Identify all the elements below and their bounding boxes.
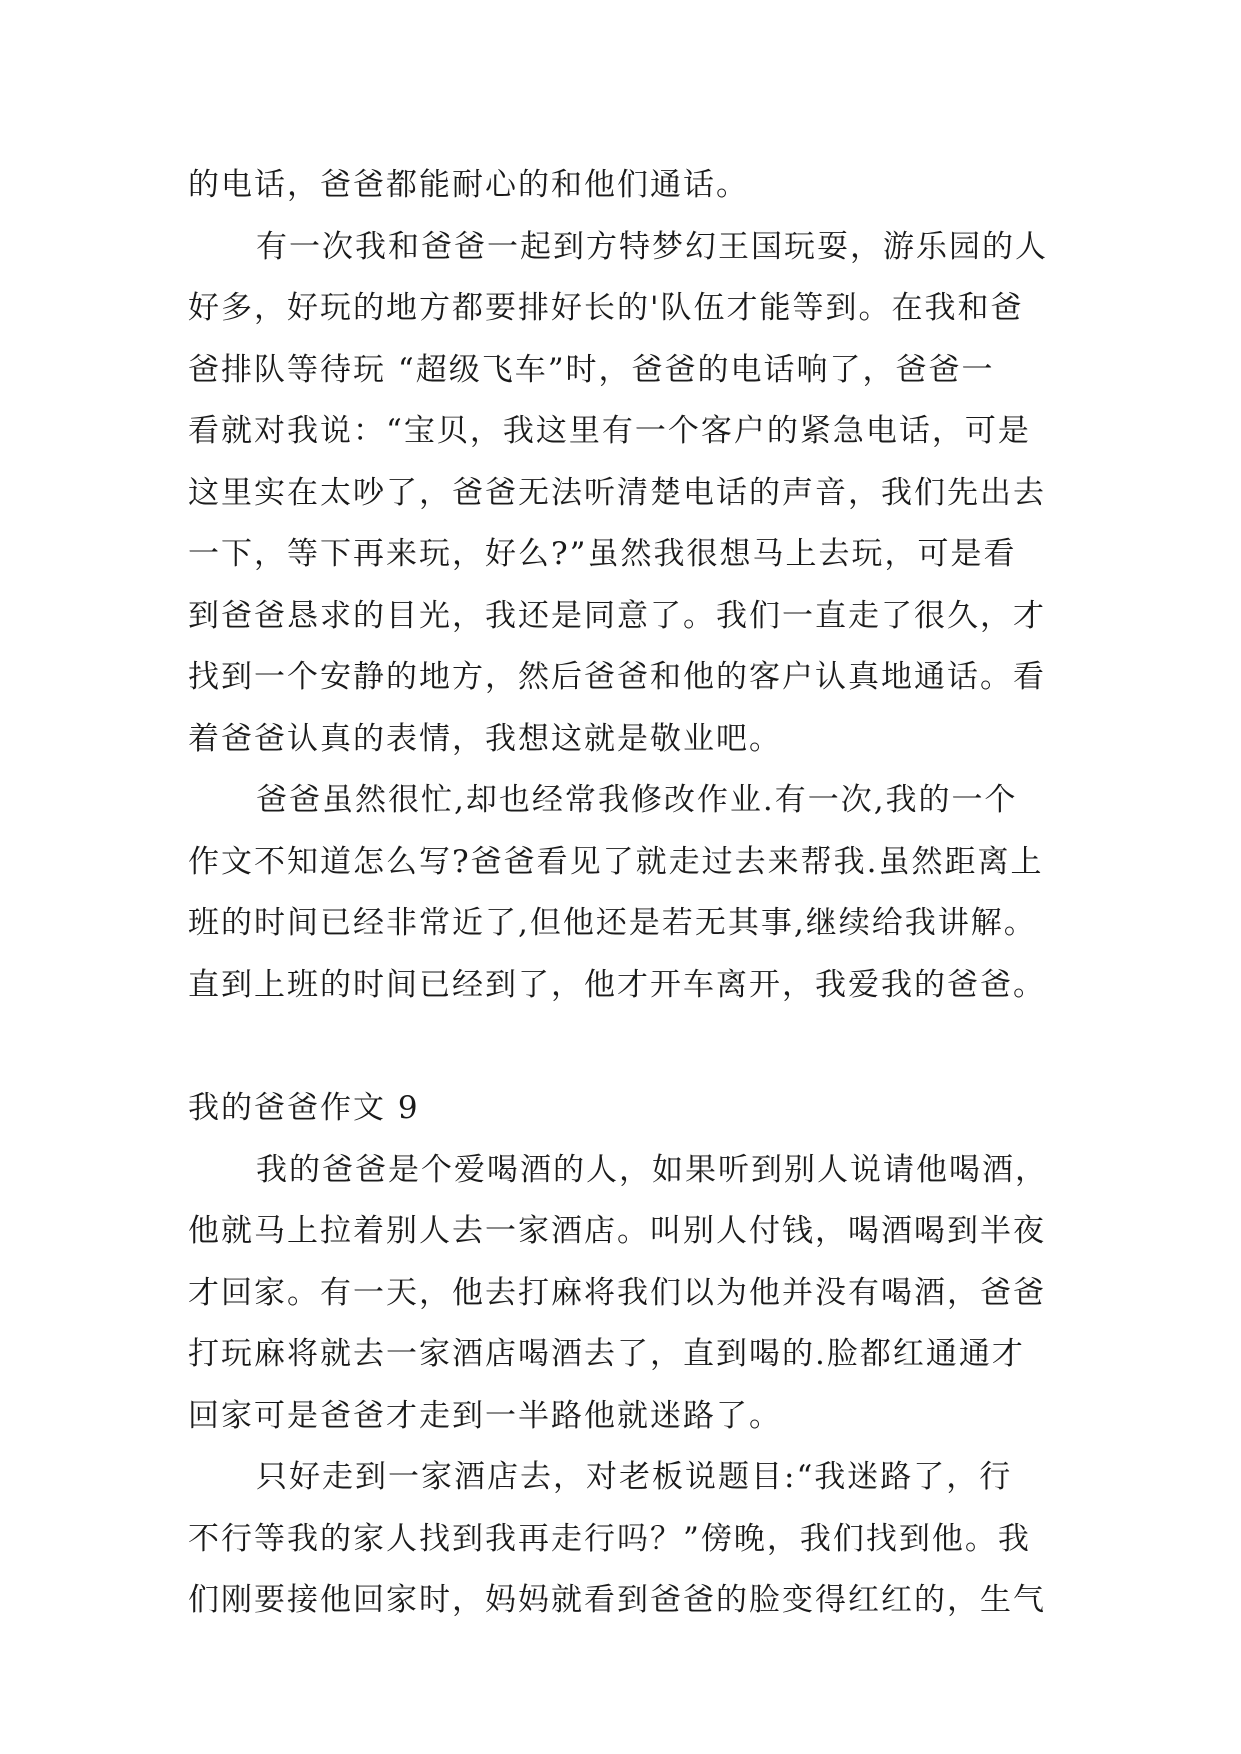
text-line: 才回家。有一天，他去打麻将我们以为他并没有喝酒，爸爸 <box>188 1274 1046 1311</box>
text-line: 回家可是爸爸才走到一半路他就迷路了。 <box>188 1397 782 1434</box>
text-line: 们刚要接他回家时，妈妈就看到爸爸的脸变得红红的，生气 <box>188 1582 1046 1618</box>
text-line: 班的时间已经非常近了,但他还是若无其事,继续给我讲解。 <box>188 905 1037 941</box>
paragraph-start-line: 我的爸爸是个爱喝酒的人，如果听到别人说请他喝酒， <box>256 1151 1048 1188</box>
text-line: 他就马上拉着别人去一家酒店。叫别人付钱，喝酒喝到半夜 <box>188 1213 1046 1249</box>
text-line: 到爸爸恳求的目光，我还是同意了。我们一直走了很久，才 <box>188 597 1046 634</box>
paragraph-start-line: 只好走到一家酒店去，对老板说题目:“我迷路了，行 <box>256 1459 1013 1495</box>
text-line: 作文不知道怎么写?爸爸看见了就走过去来帮我.虽然距离上 <box>188 843 1044 880</box>
paragraph-start-line: 有一次我和爸爸一起到方特梦幻王国玩耍，游乐园的人 <box>256 228 1048 265</box>
paragraph-start-line: 爸爸虽然很忙,却也经常我修改作业.有一次,我的一个 <box>256 782 1018 818</box>
text-line: 看就对我说：“宝贝，我这里有一个客户的紧急电话，可是 <box>188 413 1031 449</box>
text-line: 打玩麻将就去一家酒店喝酒去了，直到喝的.脸都红通通才 <box>188 1336 1025 1372</box>
text-line: 不行等我的家人找到我再走行吗？”傍晚，我们找到他。我 <box>188 1520 1031 1557</box>
article-body <box>188 155 1068 1632</box>
text-line: 这里实在太吵了，爸爸无法听清楚电话的声音，我们先出去 <box>188 474 1046 511</box>
text-line: 直到上班的时间已经到了，他才开车离开，我爱我的爸爸。 <box>188 966 1046 1003</box>
text-line: 的电话，爸爸都能耐心的和他们通话。 <box>188 167 749 203</box>
section-gap <box>188 1016 1068 1078</box>
section-heading: 我的爸爸作文 9 <box>188 1090 420 1126</box>
text-line: 一下，等下再来玩，好么?”虽然我很想马上去玩，可是看 <box>188 536 1017 572</box>
text-line: 好多，好玩的地方都要排好长的'队伍才能等到。在我和爸 <box>188 290 1024 326</box>
text-line: 找到一个安静的地方，然后爸爸和他的客户认真地通话。看 <box>188 659 1046 695</box>
text-line: 着爸爸认真的表情，我想这就是敬业吧。 <box>188 720 782 757</box>
text-line: 爸排队等待玩 “超级飞车”时，爸爸的电话响了，爸爸一 <box>188 351 995 388</box>
